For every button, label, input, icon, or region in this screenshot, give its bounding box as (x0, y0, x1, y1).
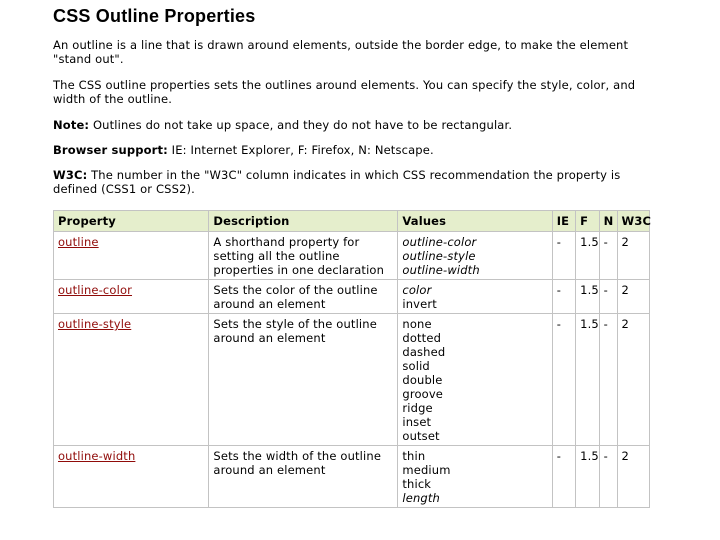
header-description: Description (209, 211, 398, 232)
value-item: dotted (402, 331, 442, 345)
browser-support-label: Browser support: (53, 143, 168, 157)
cell-firefox: 1.5 (576, 446, 599, 508)
header-w3c: W3C (617, 211, 649, 232)
value-item: thin (402, 449, 426, 463)
cell-property (54, 314, 209, 446)
note-paragraph (53, 118, 651, 132)
outline-properties-table (53, 210, 650, 508)
value-item: outline-style (402, 249, 476, 263)
cell-description: A shorthand property for setting all the outline properties in one declaration (209, 232, 398, 280)
cell-values (398, 314, 552, 446)
page-title: CSS Outline Properties (53, 6, 256, 26)
cell-description: Sets the style of the outline around an element (209, 314, 398, 446)
table-row (54, 446, 650, 508)
w3c-paragraph (53, 168, 651, 196)
table-row (54, 280, 650, 314)
cell-values (398, 446, 552, 508)
cell-netscape: - (599, 280, 617, 314)
value-item: color (402, 283, 432, 297)
value-item: none (402, 317, 432, 331)
cell-ie: - (552, 280, 575, 314)
cell-description: Sets the color of the outline around an element (209, 280, 398, 314)
cell-property (54, 232, 209, 280)
table-row (54, 314, 650, 446)
table-row (54, 232, 650, 280)
cell-firefox: 1.5 (576, 280, 599, 314)
value-item: dashed (402, 345, 446, 359)
value-item: thick (402, 477, 432, 491)
header-ie: IE (552, 211, 575, 232)
w3c-label: W3C: (53, 168, 88, 182)
cell-property (54, 446, 209, 508)
value-item: length (402, 491, 440, 505)
browser-support-text: IE: Internet Explorer, F: Firefox, N: Netscape. (167, 143, 434, 157)
property-link[interactable]: outline-style (58, 317, 132, 331)
cell-values (398, 232, 552, 280)
value-item: outset (402, 429, 440, 443)
cell-property (54, 280, 209, 314)
value-item: outline-color (402, 235, 477, 249)
cell-netscape: - (599, 446, 617, 508)
value-item: double (402, 373, 443, 387)
value-item: outline-width (402, 263, 480, 277)
cell-values (398, 280, 552, 314)
value-item: inset (402, 415, 432, 429)
page-content (53, 4, 652, 505)
browser-support-paragraph (53, 143, 651, 157)
w3c-text: The number in the "W3C" column indicates in which CSS recommendation the property is defined (CSS1 or CSS2). (53, 168, 621, 196)
value-item: medium (402, 463, 451, 477)
cell-w3c: 2 (617, 280, 649, 314)
header-property: Property (54, 211, 209, 232)
cell-description: Sets the width of the outline around an element (209, 446, 398, 508)
cell-netscape: - (599, 232, 617, 280)
cell-ie: - (552, 446, 575, 508)
cell-w3c: 2 (617, 446, 649, 508)
value-item: ridge (402, 401, 433, 415)
cell-ie: - (552, 232, 575, 280)
header-values: Values (398, 211, 552, 232)
cell-firefox: 1.5 (576, 232, 599, 280)
value-item: solid (402, 359, 430, 373)
header-n: N (599, 211, 617, 232)
intro-paragraph-1: An outline is a line that is drawn around elements, outside the border edge, to make the element "stand out". (53, 38, 629, 66)
property-link[interactable]: outline-color (58, 283, 133, 297)
value-item: invert (402, 297, 437, 311)
property-link[interactable]: outline-width (58, 449, 136, 463)
value-item: groove (402, 387, 444, 401)
cell-ie: - (552, 314, 575, 446)
intro-paragraph-2: The CSS outline properties sets the outlines around elements. You can specify the style, color, and width of the outline. (53, 78, 636, 106)
cell-w3c: 2 (617, 232, 649, 280)
table-body (54, 232, 650, 508)
cell-netscape: - (599, 314, 617, 446)
property-link[interactable]: outline (58, 235, 99, 249)
header-f: F (576, 211, 599, 232)
cell-w3c: 2 (617, 314, 649, 446)
note-text: Outlines do not take up space, and they do not have to be rectangular. (89, 118, 513, 132)
table-header-row (54, 211, 650, 232)
cell-firefox: 1.5 (576, 314, 599, 446)
note-label: Note: (53, 118, 90, 132)
